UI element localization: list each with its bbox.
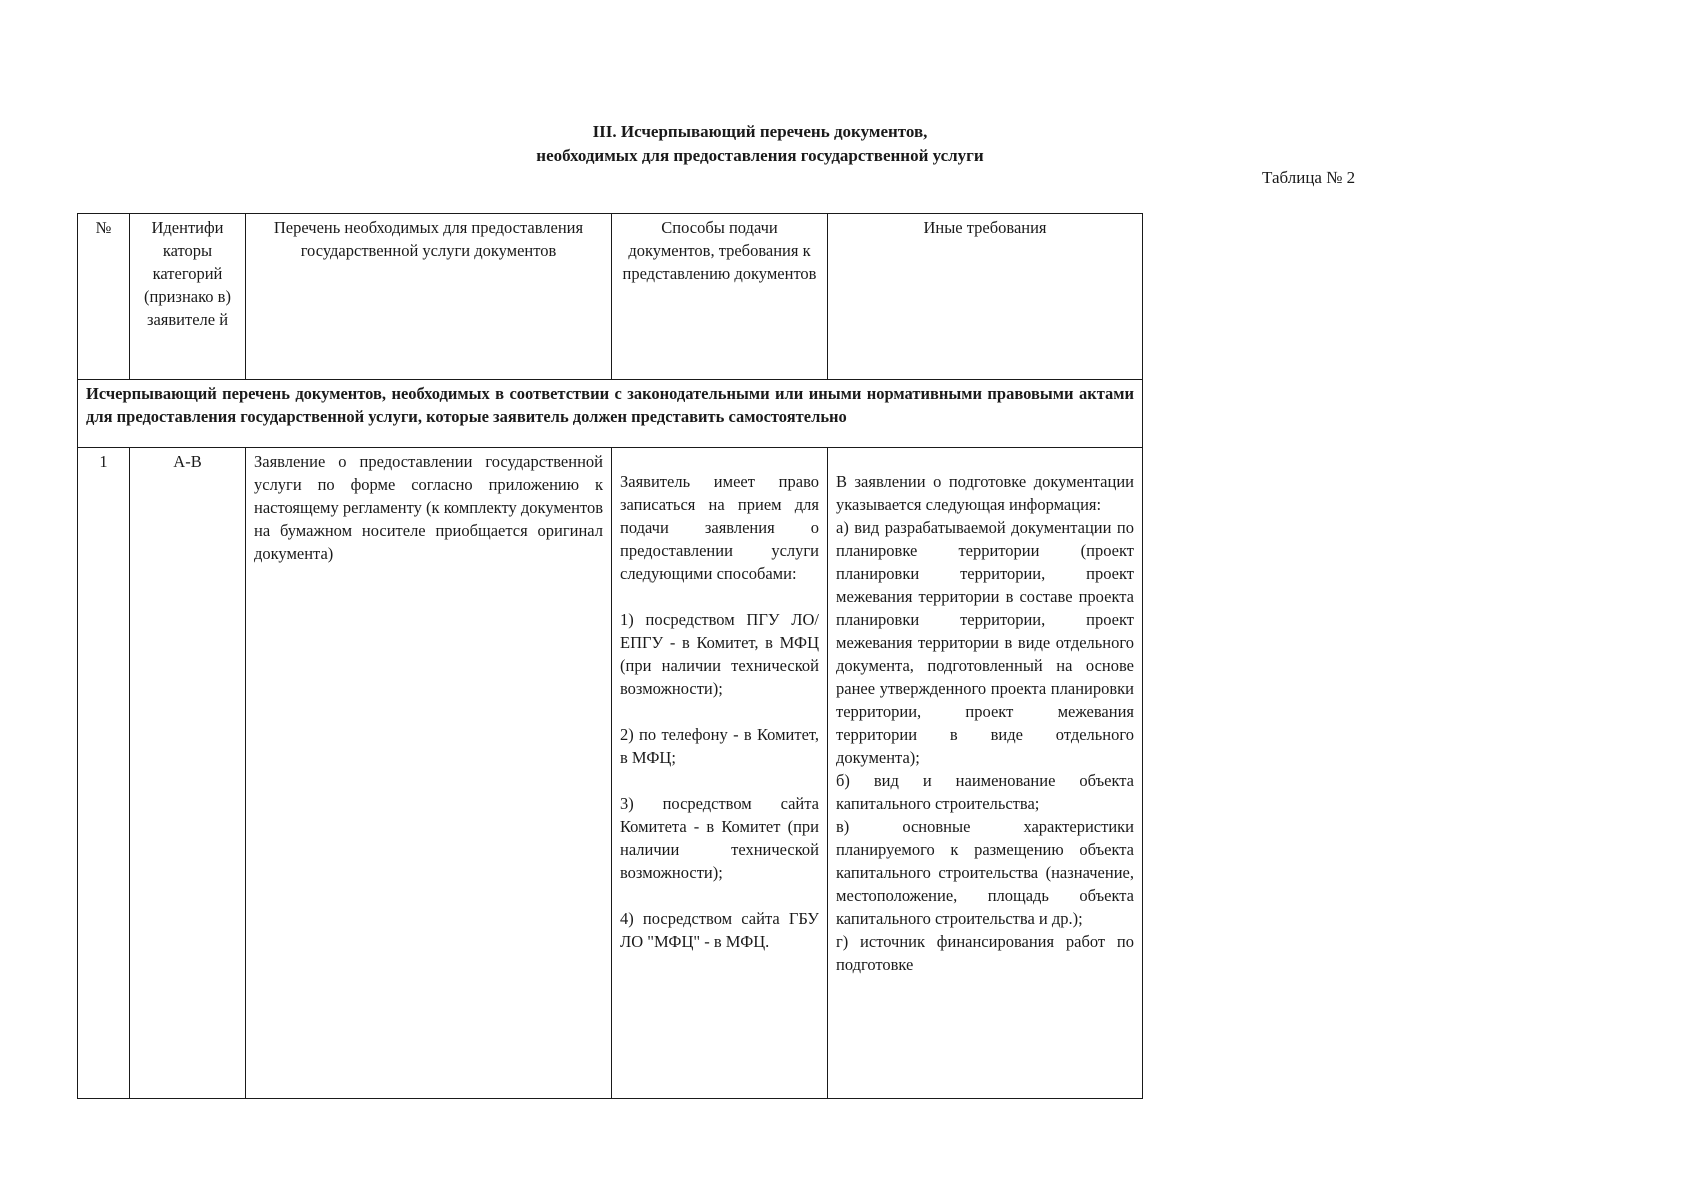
header-submission: Способы подачи документов, требования к представлению документов	[612, 214, 828, 380]
row-submission	[612, 448, 828, 1099]
requirements-item: б) вид и наименование объекта капитального строительства;	[836, 771, 1134, 813]
requirements-item: а) вид разрабатываемой документации по планировке территории (проект планировки территории, проект межевания территории в составе проекта планировки территории, проект межевания территории в виде отдельного документа, подготовленный на основе ранее утвержденного проекта планировки территории, проект межевания территории в виде отдельного документа);	[836, 518, 1134, 767]
row-identifiers: А-В	[130, 448, 246, 1099]
heading-line-1: III. Исчерпывающий перечень документов,	[592, 122, 928, 141]
section-title-row	[78, 380, 1143, 448]
documents-table	[77, 213, 1143, 1099]
row-document: Заявление о предоставлении государственной услуги по форме согласно приложению к настоящему регламенту (к комплекту документов на бумажном носителе приобщается оригинал документа)	[246, 448, 612, 1099]
submission-item: 2) по телефону - в Комитет, в МФЦ;	[620, 725, 819, 767]
submission-lead: Заявитель имеет право записаться на прием для подачи заявления о предоставлении услуги следующими способами:	[620, 472, 819, 583]
header-number: №	[78, 214, 130, 380]
table-number: Таблица № 2	[1262, 168, 1356, 187]
submission-item: 4) посредством сайта ГБУ ЛО "МФЦ" - в МФЦ.	[620, 909, 819, 951]
table-row	[78, 448, 1143, 1099]
requirements-item: в) основные характеристики планируемого к размещению объекта капитального строительства (назначение, местоположение, площадь объекта капитального строительства и др.);	[836, 817, 1134, 928]
submission-item: 1) посредством ПГУ ЛО/ЕПГУ - в Комитет, в МФЦ (при наличии технической возможности);	[620, 610, 819, 698]
header-requirements: Иные требования	[828, 214, 1143, 380]
header-documents: Перечень необходимых для предоставления государственной услуги документов	[246, 214, 612, 380]
heading-line-2: необходимых для предоставления государственной услуги	[536, 146, 984, 165]
section-title: Исчерпывающий перечень документов, необходимых в соответствии с законодательными или иными нормативными правовыми актами для предоставления государственной услуги, которые заявитель должен представить самостоятельно	[78, 380, 1143, 448]
document-heading	[0, 120, 1520, 168]
table-header-row	[78, 214, 1143, 380]
header-identifiers: Идентифи каторы категорий (признако в) заявителе й	[130, 214, 246, 380]
requirements-lead: В заявлении о подготовке документации указывается следующая информация:	[836, 472, 1134, 514]
row-requirements	[828, 448, 1143, 1099]
submission-item: 3) посредством сайта Комитета - в Комитет (при наличии технической возможности);	[620, 794, 819, 882]
row-number: 1	[78, 448, 130, 1099]
requirements-item: г) источник финансирования работ по подготовке	[836, 932, 1134, 974]
